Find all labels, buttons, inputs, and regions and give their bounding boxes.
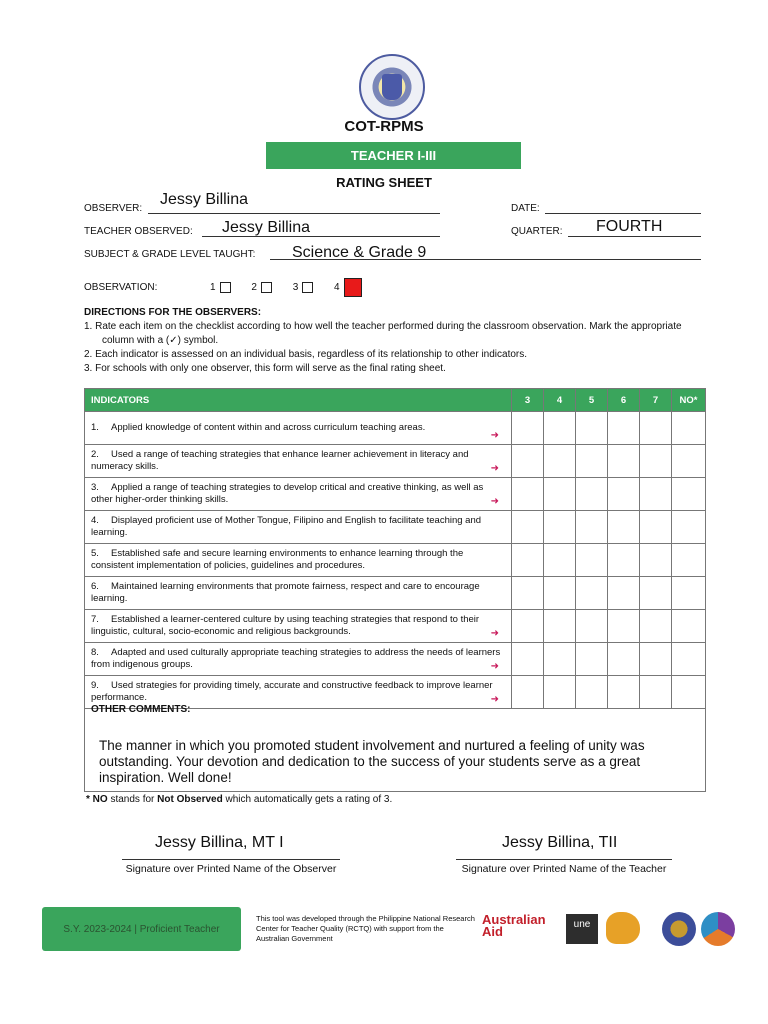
rctq-logo: [701, 912, 735, 946]
rating-cell-4[interactable]: [544, 544, 576, 577]
teacher-band: TEACHER I-III: [266, 142, 521, 169]
rating-cell-5[interactable]: [576, 643, 608, 676]
column-header: 6: [608, 389, 640, 412]
rating-cell-6[interactable]: [608, 643, 640, 676]
indicator-text: 8. Adapted and used culturally appropriate teaching strategies to address the needs of learners from indigenous groups. ➜: [85, 643, 512, 676]
rating-cell-4[interactable]: [544, 445, 576, 478]
direction-item: 1. Rate each item on the checklist according to how well the teacher performed during the classroom observation. Mark the appropriate column with a (✓) symbol.: [84, 321, 682, 346]
arrow-right-icon: ➜: [490, 496, 499, 507]
indicator-text: 2. Used a range of teaching strategies that enhance learner achievement in literacy and numeracy skills. ➜: [85, 445, 512, 478]
rating-cell-7[interactable]: [640, 412, 672, 445]
column-header: 4: [544, 389, 576, 412]
subject-label: SUBJECT & GRADE LEVEL TAUGHT:: [84, 249, 256, 260]
rating-cell-3[interactable]: [512, 610, 544, 643]
direction-item: 2. Each indicator is assessed on an individual basis, regardless of its relationship to other indicators.: [84, 349, 528, 360]
rating-cell-NO*[interactable]: [672, 445, 706, 478]
table-row: [85, 511, 706, 544]
comments-text[interactable]: The manner in which you promoted student involvement and nurtured a feeling of unity was outstanding. Your devotion and dedication to the success of your students serve as a great inspiration. Well done!: [99, 738, 645, 785]
quarter-value: FOURTH: [596, 218, 663, 235]
teacher-signature-name: Jessy Billina, TII: [502, 834, 618, 851]
une-logo: une: [566, 914, 598, 944]
date-field[interactable]: [545, 199, 701, 214]
observer-label: OBSERVER:: [84, 203, 143, 214]
rating-cell-NO*[interactable]: [672, 412, 706, 445]
observation-option-3[interactable]: 3: [293, 282, 314, 293]
column-header: 5: [576, 389, 608, 412]
rating-cell-5[interactable]: [576, 577, 608, 610]
rating-cell-4[interactable]: [544, 577, 576, 610]
rating-cell-6[interactable]: [608, 544, 640, 577]
australia-map-logo: [606, 912, 640, 944]
rating-cell-4[interactable]: [544, 412, 576, 445]
table-row: [85, 412, 706, 445]
date-label: DATE:: [511, 203, 540, 214]
column-header: NO*: [672, 389, 706, 412]
rating-cell-5[interactable]: [576, 544, 608, 577]
directions-title: DIRECTIONS FOR THE OBSERVERS:: [84, 307, 262, 318]
rating-cell-NO*[interactable]: [672, 544, 706, 577]
rating-cell-7[interactable]: [640, 511, 672, 544]
rating-cell-3[interactable]: [512, 478, 544, 511]
footer-credit-text: This tool was developed through the Philippine National Research Center for Teacher Quality (RCTQ) with support from the Australian Government: [256, 914, 475, 943]
comments-label: OTHER COMMENTS:: [91, 704, 191, 715]
rating-cell-3[interactable]: [512, 445, 544, 478]
indicator-text: 3. Applied a range of teaching strategies to develop critical and creative thinking, as well as other higher-order thinking skills. ➜: [85, 478, 512, 511]
rating-cell-7[interactable]: [640, 478, 672, 511]
rating-cell-4[interactable]: [544, 478, 576, 511]
rating-cell-6[interactable]: [608, 445, 640, 478]
indicator-text: 1. Applied knowledge of content within and across curriculum teaching areas. ➜: [85, 412, 512, 445]
comments-box: [84, 702, 706, 792]
arrow-right-icon: ➜: [490, 628, 499, 639]
indicator-text: 4. Displayed proficient use of Mother Tongue, Filipino and English to facilitate teaching and learning.: [85, 511, 512, 544]
rating-cell-3[interactable]: [512, 577, 544, 610]
rating-cell-5[interactable]: [576, 478, 608, 511]
arrow-right-icon: ➜: [490, 463, 499, 474]
indicator-text: 6. Maintained learning environments that promote fairness, respect and care to encourage learning.: [85, 577, 512, 610]
indicators-table: [84, 388, 706, 709]
observation-option-4[interactable]: 4: [334, 282, 362, 293]
observer-signature-line[interactable]: [122, 859, 340, 860]
indicator-text: 9. Used strategies for providing timely, accurate and constructive feedback to improve learner performance. ➜: [85, 676, 512, 709]
indicators-header: INDICATORS: [85, 389, 512, 412]
observation-checkbox-2[interactable]: [261, 282, 272, 293]
form-subtitle: RATING SHEET: [336, 175, 432, 190]
subject-value: Science & Grade 9: [292, 244, 427, 261]
table-header-row: [85, 389, 706, 412]
table-row: [85, 577, 706, 610]
teacher-label: TEACHER OBSERVED:: [84, 226, 193, 237]
observation-checkbox-3[interactable]: [302, 282, 313, 293]
observation-options: [210, 278, 362, 297]
rating-cell-3[interactable]: [512, 643, 544, 676]
teacher-signature-line[interactable]: [456, 859, 672, 860]
no-footnote: * NO stands for Not Observed which automatically gets a rating of 3.: [86, 794, 393, 805]
observer-signature-name: Jessy Billina, MT I: [155, 834, 284, 851]
observation-option-1[interactable]: 1: [210, 282, 231, 293]
rating-cell-NO*[interactable]: [672, 478, 706, 511]
directions-list: [84, 320, 684, 376]
seal-logo: [662, 912, 696, 946]
indicator-text: 5. Established safe and secure learning environments to enhance learning through the consistent implementation of policies, guidelines and procedures.: [85, 544, 512, 577]
table-row: [85, 610, 706, 643]
rating-cell-3[interactable]: [512, 511, 544, 544]
indicator-text: 7. Established a learner-centered culture by using teaching strategies that respond to their linguistic, cultural, socio-economic and religious backgrounds. ➜: [85, 610, 512, 643]
arrow-right-icon: ➜: [490, 661, 499, 672]
rating-cell-3[interactable]: [512, 412, 544, 445]
rating-cell-6[interactable]: [608, 577, 640, 610]
rating-cell-7[interactable]: [640, 643, 672, 676]
rating-cell-4[interactable]: [544, 610, 576, 643]
column-header: 7: [640, 389, 672, 412]
observation-checkbox-4-selected[interactable]: [344, 278, 362, 297]
observation-option-2[interactable]: 2: [251, 282, 272, 293]
rating-cell-6[interactable]: [608, 511, 640, 544]
table-row: [85, 544, 706, 577]
teacher-value: Jessy Billina: [222, 219, 311, 236]
table-row: [85, 643, 706, 676]
rating-cell-7[interactable]: [640, 577, 672, 610]
rating-cell-5[interactable]: [576, 412, 608, 445]
rating-cell-7[interactable]: [640, 445, 672, 478]
arrow-right-icon: ➜: [490, 430, 499, 441]
rating-cell-NO*[interactable]: [672, 511, 706, 544]
rating-cell-NO*[interactable]: [672, 643, 706, 676]
teacher-signature-caption: Signature over Printed Name of the Teacher: [461, 863, 667, 875]
rating-cell-3[interactable]: [512, 544, 544, 577]
quarter-label: QUARTER:: [511, 226, 563, 237]
arrow-right-icon: ➜: [490, 694, 499, 705]
observation-checkbox-1[interactable]: [220, 282, 231, 293]
rating-cell-NO*[interactable]: [672, 610, 706, 643]
table-row: [85, 445, 706, 478]
observer-signature-caption: Signature over Printed Name of the Observer: [125, 863, 337, 875]
deped-seal-logo: [359, 54, 425, 120]
rating-cell-4[interactable]: [544, 643, 576, 676]
rating-cell-7[interactable]: [640, 610, 672, 643]
direction-item: 3. For schools with only one observer, this form will serve as the final rating sheet.: [84, 363, 446, 374]
rating-cell-NO*[interactable]: [672, 577, 706, 610]
column-header: 3: [512, 389, 544, 412]
rating-cell-7[interactable]: [640, 544, 672, 577]
rating-cell-5[interactable]: [576, 511, 608, 544]
rating-cell-4[interactable]: [544, 511, 576, 544]
rating-cell-5[interactable]: [576, 445, 608, 478]
observation-label: OBSERVATION:: [84, 282, 158, 293]
rating-cell-6[interactable]: [608, 610, 640, 643]
school-year-badge: S.Y. 2023-2024 | Proficient Teacher: [42, 907, 241, 951]
observer-value: Jessy Billina: [160, 191, 249, 208]
form-title: COT-RPMS: [344, 118, 424, 135]
rating-cell-6[interactable]: [608, 412, 640, 445]
table-row: [85, 478, 706, 511]
australian-aid-logo: Australian Aid: [482, 912, 546, 939]
rating-cell-6[interactable]: [608, 478, 640, 511]
rating-cell-5[interactable]: [576, 610, 608, 643]
